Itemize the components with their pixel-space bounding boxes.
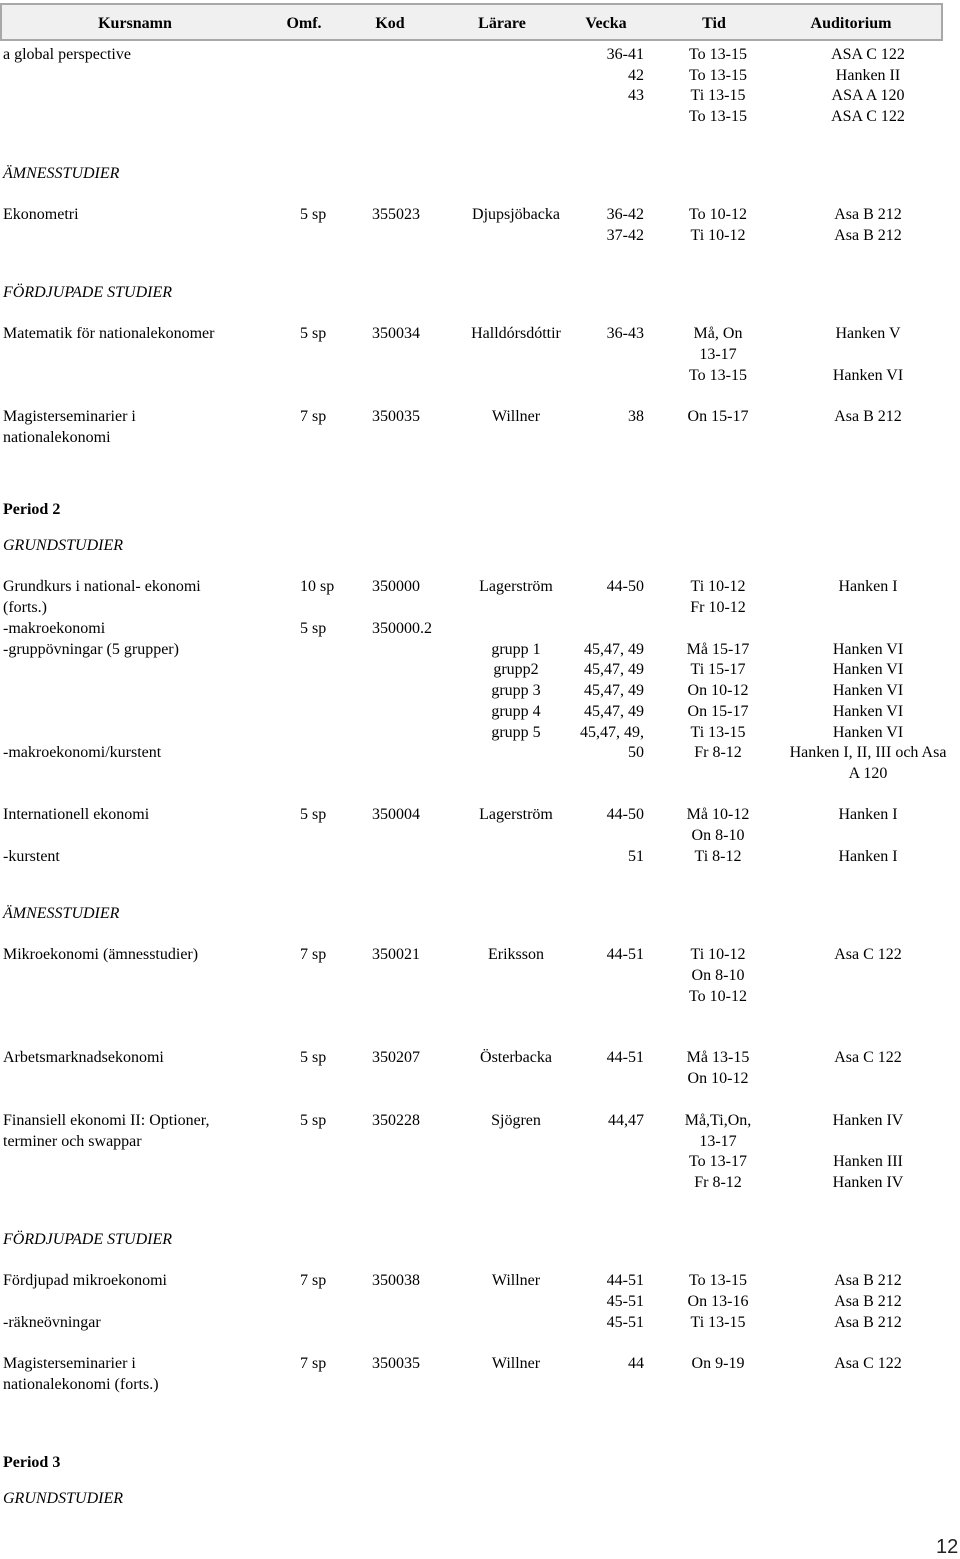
header-cell: Omf.: [286, 15, 322, 32]
cell-time: Ti 8-12: [694, 848, 742, 865]
cell-room: Hanken I: [838, 578, 898, 595]
cell-teacher: Eriksson: [488, 946, 544, 963]
cell-time: On 8-10: [691, 827, 745, 844]
cell-course-code: 350035: [372, 1355, 420, 1372]
cell-course-name: -makroekonomi: [3, 620, 106, 637]
cell-teacher: Sjögren: [491, 1112, 541, 1129]
cell-course-code: 350038: [372, 1272, 420, 1289]
section-heading: FÖRDJUPADE STUDIER: [3, 1231, 173, 1248]
cell-credits: 7 sp: [300, 1272, 327, 1289]
cell-week: 45,47, 49,: [580, 724, 644, 741]
cell-time: On 9-19: [691, 1355, 745, 1372]
cell-time: Fr 8-12: [694, 1174, 742, 1191]
cell-room: Hanken VI: [832, 367, 904, 384]
cell-credits: 7 sp: [300, 408, 327, 425]
cell-week: 44-51: [606, 946, 644, 963]
cell-course-name: -gruppövningar (5 grupper): [3, 641, 179, 658]
cell-time: To 13-15: [689, 367, 747, 384]
cell-room: Asa C 122: [834, 1355, 902, 1372]
cell-time: To 13-15: [689, 46, 747, 63]
cell-credits: 7 sp: [300, 1355, 327, 1372]
cell-teacher: Willner: [491, 1355, 541, 1372]
cell-time: 13-17: [699, 346, 737, 363]
cell-room: Hanken IV: [832, 1174, 904, 1191]
cell-room: Hanken I: [838, 806, 898, 823]
cell-week: 45-51: [606, 1314, 644, 1331]
cell-course-name: Internationell ekonomi: [3, 806, 150, 823]
section-heading: GRUNDSTUDIER: [3, 1490, 123, 1507]
cell-time: Må 10-12: [686, 806, 750, 823]
cell-course-code: 350000: [372, 578, 420, 595]
period-heading: Period 3: [3, 1454, 61, 1471]
cell-room: ASA A 120: [831, 87, 905, 104]
cell-teacher: grupp 4: [491, 703, 541, 720]
cell-time: To 13-15: [689, 108, 747, 125]
cell-time: Fr 8-12: [694, 744, 742, 761]
cell-time: Må 13-15: [686, 1049, 750, 1066]
cell-week: 45,47, 49: [584, 703, 644, 720]
cell-room: Asa C 122: [834, 1049, 902, 1066]
cell-time: Ti 13-15: [690, 87, 746, 104]
cell-week: 45,47, 49: [584, 682, 644, 699]
section-heading: ÄMNESSTUDIER: [3, 165, 120, 182]
cell-room: Hanken V: [835, 325, 901, 342]
cell-room: Hanken II: [835, 67, 901, 84]
header-cell: Tid: [702, 15, 726, 32]
cell-teacher: Lagerström: [479, 806, 553, 823]
header-cell: Kursnamn: [98, 15, 172, 32]
cell-room: A 120: [848, 765, 888, 782]
cell-time: To 13-15: [689, 67, 747, 84]
cell-week: 38: [628, 408, 644, 425]
cell-week: 44-50: [606, 578, 644, 595]
cell-credits: 5 sp: [300, 1112, 327, 1129]
cell-course-name: Arbetsmarknadsekonomi: [3, 1049, 164, 1066]
cell-credits: 5 sp: [300, 806, 327, 823]
cell-room: Asa B 212: [834, 1314, 902, 1331]
cell-week: 45-51: [606, 1293, 644, 1310]
cell-course-name: Ekonometri: [3, 206, 79, 223]
cell-course-name: -räkneövningar: [3, 1314, 101, 1331]
cell-time: Ti 13-15: [690, 724, 746, 741]
cell-time: 13-17: [699, 1133, 737, 1150]
cell-week: 44-51: [606, 1272, 644, 1289]
cell-time: Fr 10-12: [690, 599, 746, 616]
cell-course-name: (forts.): [3, 599, 47, 616]
cell-credits: 7 sp: [300, 946, 327, 963]
cell-course-name: -makroekonomi/kurstent: [3, 744, 162, 761]
cell-time: To 13-17: [689, 1153, 747, 1170]
cell-week: 44: [628, 1355, 644, 1372]
cell-time: To 10-12: [689, 988, 747, 1005]
cell-time: To 10-12: [689, 206, 747, 223]
cell-course-name: Grundkurs i national- ekonomi: [3, 578, 201, 595]
cell-course-name: terminer och swappar: [3, 1133, 142, 1150]
cell-time: On 10-12: [687, 682, 749, 699]
cell-course-name: nationalekonomi: [3, 429, 111, 446]
cell-week: 44-50: [606, 806, 644, 823]
cell-week: 43: [628, 87, 644, 104]
cell-course-code: 350004: [372, 806, 420, 823]
cell-week: 36-43: [606, 325, 644, 342]
cell-course-code: 350035: [372, 408, 420, 425]
cell-teacher: Willner: [491, 408, 541, 425]
header-cell: Kod: [375, 15, 405, 32]
cell-teacher: Halldórsdóttir: [471, 325, 561, 342]
cell-course-code: 350000.2: [372, 620, 432, 637]
cell-course-code: 350207: [372, 1049, 420, 1066]
cell-week: 44-51: [606, 1049, 644, 1066]
cell-credits: 5 sp: [300, 1049, 327, 1066]
cell-time: To 13-15: [689, 1272, 747, 1289]
cell-room: Hanken VI: [832, 703, 904, 720]
cell-course-name: Matematik för nationalekonomer: [3, 325, 215, 342]
cell-room: Hanken VI: [832, 724, 904, 741]
cell-room: Asa B 212: [834, 1293, 902, 1310]
cell-time: Må,Ti,On,: [684, 1112, 752, 1129]
cell-time: Må 15-17: [686, 641, 750, 658]
cell-course-name: Magisterseminarier i: [3, 408, 136, 425]
cell-week: 45,47, 49: [584, 641, 644, 658]
cell-time: Ti 10-12: [690, 946, 746, 963]
cell-teacher: Djupsjöbacka: [472, 206, 560, 223]
cell-time: On 8-10: [691, 967, 745, 984]
cell-credits: 5 sp: [300, 620, 327, 637]
cell-teacher: grupp 3: [491, 682, 541, 699]
cell-course-code: 350228: [372, 1112, 420, 1129]
table-header: [0, 3, 943, 41]
cell-room: Asa C 122: [834, 946, 902, 963]
header-cell: Vecka: [585, 15, 627, 32]
cell-week: 37-42: [606, 227, 644, 244]
cell-room: Hanken III: [833, 1153, 903, 1170]
cell-time: On 13-16: [687, 1293, 749, 1310]
cell-course-name: Finansiell ekonomi II: Optioner,: [3, 1112, 210, 1129]
cell-teacher: Österbacka: [480, 1049, 552, 1066]
header-cell: Lärare: [478, 15, 526, 32]
cell-credits: 10 sp: [300, 578, 335, 595]
cell-course-name: Fördjupad mikroekonomi: [3, 1272, 167, 1289]
cell-course-name: -kurstent: [3, 848, 60, 865]
cell-teacher: grupp 1: [491, 641, 541, 658]
cell-teacher: grupp2: [493, 661, 539, 678]
cell-room: Asa B 212: [834, 408, 902, 425]
cell-teacher: grupp 5: [491, 724, 541, 741]
cell-room: ASA C 122: [831, 46, 905, 63]
cell-room: Hanken IV: [832, 1112, 904, 1129]
cell-week: 42: [628, 67, 644, 84]
cell-course-name: Mikroekonomi (ämnesstudier): [3, 946, 199, 963]
cell-teacher: Lagerström: [479, 578, 553, 595]
cell-teacher: Willner: [491, 1272, 541, 1289]
cell-time: On 15-17: [687, 703, 749, 720]
cell-course-name: Magisterseminarier i: [3, 1355, 136, 1372]
cell-room: Hanken VI: [832, 682, 904, 699]
cell-room: Hanken VI: [832, 641, 904, 658]
cell-course-name: nationalekonomi (forts.): [3, 1376, 159, 1393]
cell-time: Ti 13-15: [690, 1314, 746, 1331]
cell-credits: 5 sp: [300, 325, 327, 342]
cell-room: Hanken VI: [832, 661, 904, 678]
cell-time: Ti 15-17: [690, 661, 746, 678]
cell-time: Ti 10-12: [690, 227, 746, 244]
cell-room: Hanken I, II, III och Asa: [789, 744, 947, 761]
cell-room: Asa B 212: [834, 206, 902, 223]
cell-week: 44,47: [608, 1112, 644, 1129]
cell-time: Må, On: [693, 325, 743, 342]
cell-course-name: a global perspective: [3, 46, 131, 63]
cell-week: 36-41: [606, 46, 644, 63]
cell-week: 50: [628, 744, 644, 761]
page-number: 12: [936, 1536, 959, 1558]
cell-time: On 10-12: [687, 1070, 749, 1087]
section-heading: ÄMNESSTUDIER: [3, 905, 120, 922]
cell-course-code: 355023: [372, 206, 420, 223]
section-heading: GRUNDSTUDIER: [3, 537, 123, 554]
cell-room: ASA C 122: [831, 108, 905, 125]
cell-time: On 15-17: [687, 408, 749, 425]
cell-room: Hanken I: [838, 848, 898, 865]
cell-course-code: 350034: [372, 325, 420, 342]
cell-room: Asa B 212: [834, 1272, 902, 1289]
cell-week: 45,47, 49: [584, 661, 644, 678]
period-heading: Period 2: [3, 501, 61, 518]
section-heading: FÖRDJUPADE STUDIER: [3, 284, 173, 301]
cell-time: Ti 10-12: [690, 578, 746, 595]
cell-room: Asa B 212: [834, 227, 902, 244]
cell-week: 36-42: [606, 206, 644, 223]
cell-credits: 5 sp: [300, 206, 327, 223]
cell-course-code: 350021: [372, 946, 420, 963]
header-cell: Auditorium: [810, 15, 892, 32]
cell-week: 51: [628, 848, 644, 865]
